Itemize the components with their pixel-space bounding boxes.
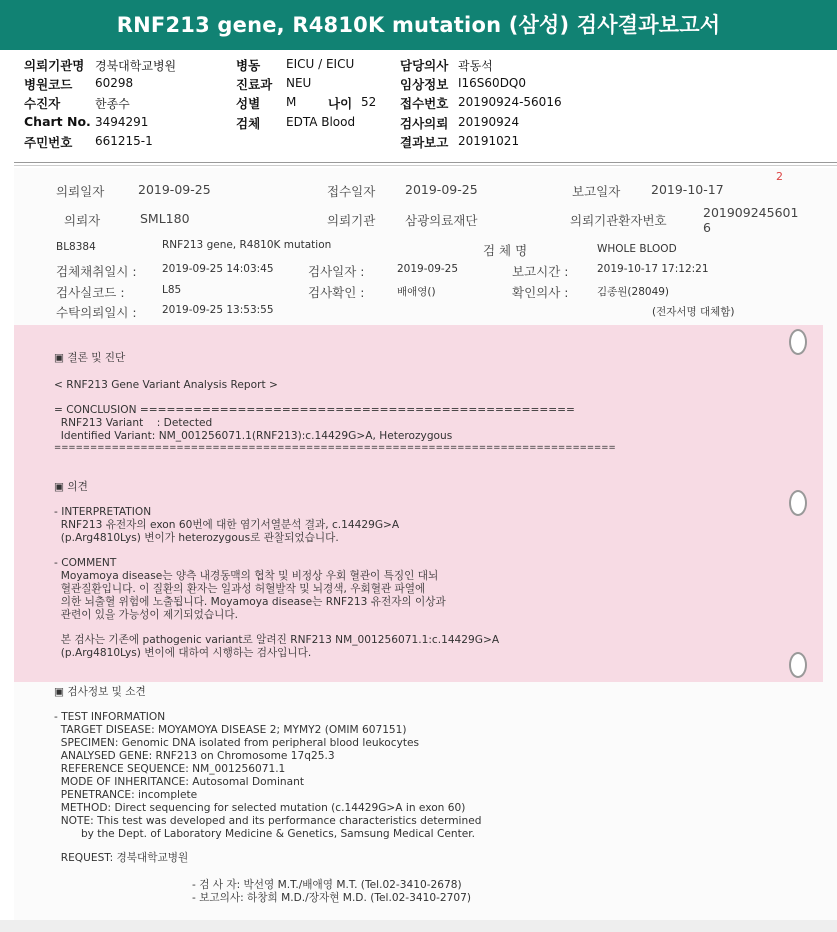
label-department: 진료과 — [236, 77, 273, 92]
value-sex: M — [286, 95, 297, 109]
test-code: BL8384 — [56, 241, 96, 253]
body-line: = CONCLUSION ================================================= — [54, 404, 575, 416]
label-chart-no: Chart No. — [24, 114, 91, 129]
report-title: RNF213 gene, R4810K mutation (삼성) 검사결과보고서 — [0, 0, 837, 50]
body-line: REFERENCE SEQUENCE: NM_001256071.1 — [54, 763, 286, 775]
divider — [14, 165, 837, 166]
body-line: METHOD: Direct sequencing for selected mutation (c.14429G>A in exon 60) — [54, 802, 466, 814]
value-specimen: EDTA Blood — [286, 115, 356, 129]
body-line: Moyamoya disease는 양측 내경동맥의 협착 및 비정상 우회 혈관이 특징인 대뇌 — [54, 570, 439, 582]
label-sex: 성별 — [236, 96, 261, 111]
patient-no-2: 6 — [703, 220, 711, 235]
recv-date-label: 접수일자 — [327, 184, 376, 199]
req-date-label: 의뢰일자 — [56, 184, 105, 199]
patient-no-1: 201909245601 — [703, 205, 799, 220]
test-date: 2019-09-25 — [397, 263, 459, 275]
body-line: 혈관질환입니다. 이 질환의 환자는 일과성 허혈발작 및 뇌경색, 우회혈관 파열에 — [54, 583, 426, 595]
section-opinion-heading: ▣ 의견 — [54, 481, 88, 493]
body-line: MODE OF INHERITANCE: Autosomal Dominant — [54, 776, 304, 788]
body-line: RNF213 Variant : Detected — [54, 417, 213, 429]
report-date: 2019-10-17 — [651, 182, 724, 197]
label-clinical-info: 임상정보 — [400, 77, 449, 92]
body-line: (p.Arg4810Lys) 변이에 대하여 시행하는 검사입니다. — [54, 647, 312, 659]
requester-label: 의뢰자 — [64, 213, 101, 228]
body-line: by the Dept. of Laboratory Medicine & Genetics, Samsung Medical Center. — [54, 828, 476, 840]
confirm-by: 배애영() — [397, 286, 436, 298]
body-line: SPECIMEN: Genomic DNA isolated from peripheral blood leukocytes — [54, 737, 420, 749]
label-accession-no: 접수번호 — [400, 96, 449, 111]
page-mark: 2 — [776, 170, 783, 183]
body-line: - TEST INFORMATION — [54, 711, 166, 723]
body-line: PENETRANCE: incomplete — [54, 789, 198, 801]
value-department: NEU — [286, 76, 312, 90]
esign-note: (전자서명 대체함) — [652, 306, 735, 318]
tester-line: - 검 사 자: 박선영 M.T./배애영 M.T. (Tel.02-3410-2678) — [192, 879, 462, 891]
value-doctor: 곽동석 — [458, 59, 493, 73]
patient-info — [0, 52, 837, 162]
body-line: TARGET DISEASE: MOYAMOYA DISEASE 2; MYMY2 (OMIM 607151) — [54, 724, 407, 736]
punch-hole — [789, 490, 807, 516]
value-accession-no: 20190924-56016 — [458, 95, 562, 109]
receipt-time: 2019-09-25 13:53:55 — [162, 304, 274, 316]
body-line: < RNF213 Gene Variant Analysis Report > — [54, 379, 278, 391]
label-age: 나이 — [328, 96, 353, 111]
label-hospital-code: 병원코드 — [24, 77, 73, 92]
label-patient: 수진자 — [24, 96, 61, 111]
room-label: 검사실코드 : — [56, 285, 125, 300]
value-test-request: 20190924 — [458, 115, 520, 129]
label-ward: 병동 — [236, 58, 261, 73]
value-age: 52 — [361, 95, 377, 109]
recv-date: 2019-09-25 — [405, 182, 478, 197]
label-doctor: 담당의사 — [400, 58, 449, 73]
value-hospital-code: 60298 — [95, 76, 134, 90]
reporter-line: - 보고의사: 하창희 M.D./장자현 M.D. (Tel.02-3410-2707) — [192, 892, 472, 904]
section-testinfo-heading: ▣ 검사정보 및 소견 — [54, 686, 146, 698]
value-chart-no: 3494291 — [95, 115, 149, 129]
value-resident-no: 661215-1 — [95, 134, 153, 148]
confirm-label: 검사확인 : — [308, 285, 365, 300]
report-time: 2019-10-17 17:12:21 — [597, 263, 709, 275]
label-institution: 의뢰기관명 — [24, 58, 85, 73]
punch-hole — [789, 329, 807, 355]
report-time-label: 보고시간 : — [512, 264, 569, 279]
collect-time: 2019-09-25 14:03:45 — [162, 263, 274, 275]
requester: SML180 — [140, 211, 190, 226]
label-result-report: 결과보고 — [400, 135, 449, 150]
doctor-label: 확인의사 : — [512, 285, 569, 300]
body-line: (p.Arg4810Lys) 변이가 heterozygous로 관찰되었습니다. — [54, 532, 339, 544]
label-test-request: 검사의뢰 — [400, 116, 449, 131]
req-date: 2019-09-25 — [138, 182, 211, 197]
body-line: - INTERPRETATION — [54, 506, 152, 518]
body-line: REQUEST: 경북대학교병원 — [54, 852, 189, 864]
body-line: 의한 뇌출혈 위험에 노출됩니다. Moyamoya disease는 RNF213 유전자의 이상과 — [54, 596, 446, 608]
label-resident-no: 주민번호 — [24, 135, 73, 150]
value-ward: EICU / EICU — [286, 57, 355, 71]
specimen-name: WHOLE BLOOD — [597, 243, 677, 255]
body-line: 관련이 있을 가능성이 제기되었습니다. — [54, 609, 238, 621]
body-line: Identified Variant: NM_001256071.1(RNF213):c.14429G>A, Heterozygous — [54, 430, 453, 442]
body-line: ANALYSED GENE: RNF213 on Chromosome 17q25.3 — [54, 750, 335, 762]
confirm-doctor: 김종원(28049) — [597, 286, 670, 298]
institution: 삼광의료재단 — [405, 213, 478, 228]
body-line: 본 검사는 기존에 pathogenic variant로 알려진 RNF213 NM_001256071.1:c.14429G>A — [54, 634, 500, 646]
value-patient: 한종수 — [95, 97, 130, 111]
patient-no-label: 의뢰기관환자번호 — [570, 213, 667, 228]
punch-hole — [789, 652, 807, 678]
footer-bar — [0, 920, 837, 932]
value-result-report: 20191021 — [458, 134, 520, 148]
body-line: RNF213 유전자의 exon 60번에 대한 염기서열분석 결과, c.14429G>A — [54, 519, 400, 531]
value-institution: 경북대학교병원 — [95, 59, 177, 73]
report-date-label: 보고일자 — [572, 184, 621, 199]
value-clinical-info: I16S60DQ0 — [458, 76, 527, 90]
section-conclusion-heading: ▣ 결론 및 진단 — [54, 352, 126, 364]
divider — [14, 162, 837, 163]
body-line: NOTE: This test was developed and its performance characteristics determined — [54, 815, 482, 827]
body-line: - COMMENT — [54, 557, 117, 569]
specimen-name-label: 검 체 명 — [483, 243, 528, 258]
collect-label: 검체채취일시 : — [56, 264, 137, 279]
test-name: RNF213 gene, R4810K mutation — [162, 239, 332, 251]
test-date-label: 검사일자 : — [308, 264, 365, 279]
room-code: L85 — [162, 284, 182, 296]
institution-label: 의뢰기관 — [327, 213, 376, 228]
label-specimen: 검체 — [236, 116, 261, 131]
body-line: ============================================================================== — [54, 443, 616, 453]
receipt-label: 수탁의뢰일시 : — [56, 305, 137, 320]
